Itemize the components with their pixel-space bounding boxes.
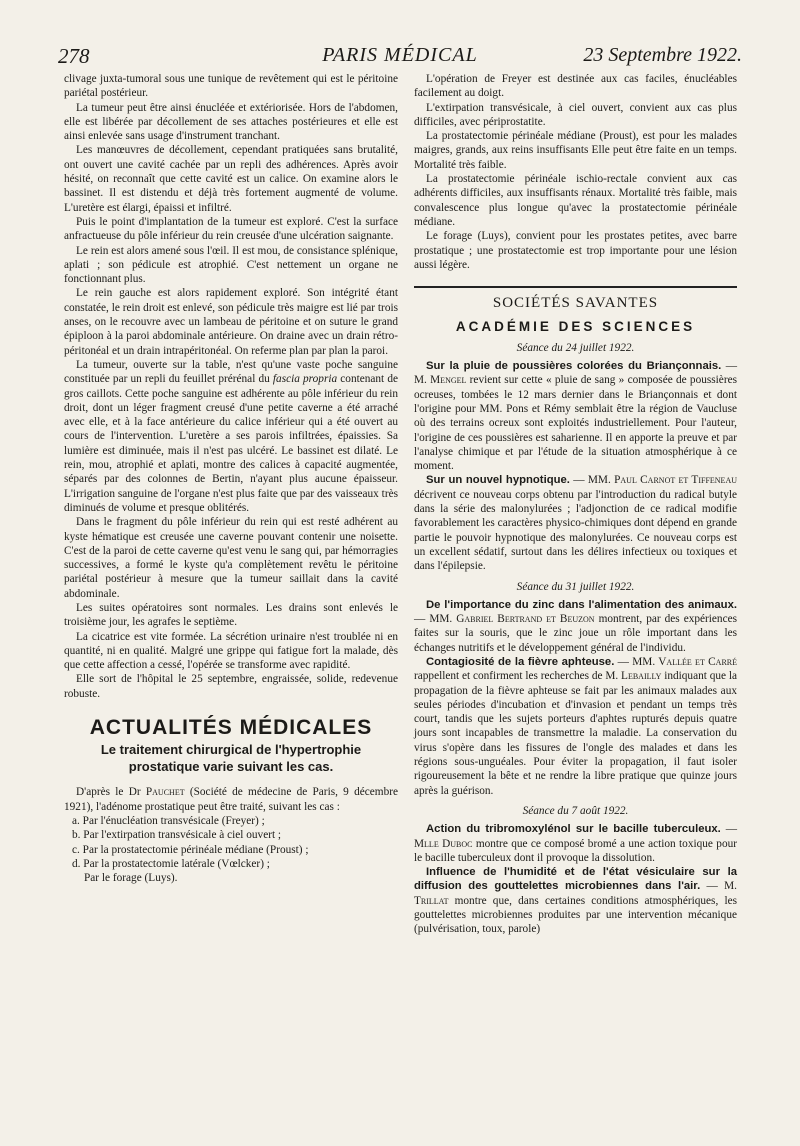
subsection-title-academie: ACADÉMIE DES SCIENCES xyxy=(455,319,696,335)
entry-title: Sur un nouvel hypnotique. xyxy=(426,474,570,487)
entry-title: Action du tribromoxylénol sur le bacille tuberculeux. xyxy=(426,823,721,836)
text: rappellent et confirment les recherches de xyxy=(414,670,606,683)
paragraph: Puis le point d'implantation de la tumeur est exploré. C'est la surface anfractueuse du pôle inférieur du rein creusée d'une ulcération saignante. xyxy=(64,215,398,243)
author-name: Pauchet xyxy=(145,786,185,799)
paragraph: Les manœuvres de décollement, cependant pratiquées sans brutalité, ont ouvert une cavité cachée par un repli des adhérences. Après avoir hésité, on reconnaît que cette cavité est un calice. On examine alors le bassinet. Il est distendu et déjà très fortement augmenté de volume. L'uretère est élargi, épaissi et infiltré. xyxy=(64,144,398,214)
section-title-actualites: ACTUALITÉS MÉDICALES xyxy=(89,716,373,740)
text: montre que, dans certaines conditions atmosphériques, les gouttelettes microbiennes produites par une intervention mécanique (pulvérisation, toux, parole) xyxy=(414,894,737,936)
author-name: M. Lebailly xyxy=(605,670,662,683)
paragraph: Influence de l'humidité et de l'état vésiculaire sur la diffusion des gouttelettes microbiennes dans l'air. — M. Trillat montre que, dans certaines conditions atmosphériques, les gouttelettes microbiennes produites par une intervention mécanique (pulvérisation, toux, parole) xyxy=(414,866,737,936)
paragraph: Le forage (Luys), convient pour les prostates petites, avec barre prostatique ; une prostatectomie est trop importante pour une lésion aussi légère. xyxy=(414,230,737,271)
author-name: MM. Vallée et Carré xyxy=(632,655,738,668)
entry-title: De l'importance du zinc dans l'alimentation des animaux. xyxy=(426,598,737,611)
page-header xyxy=(58,44,742,68)
section-title-societes: SOCIÉTÉS SAVANTES xyxy=(492,295,659,312)
list-item: d. Par la prostatectomie latérale (Vœlcker) ; xyxy=(72,857,270,870)
paragraph: Le rein est alors amené sous l'œil. Il est mou, de consistance splénique, aplati ; son pédicule est atrophié. C'est nettement un organe ne fonctionnant plus. xyxy=(64,244,398,286)
session-date: Séance du 31 juillet 1922. xyxy=(516,580,635,593)
author-name: M. Trillat xyxy=(414,880,737,907)
paragraph: La prostatectomie périnéale médiane (Proust), est pour les malades maigres, grands, aux reins insuffisants Elle peut être faite en un temps. Mortalité très faible. xyxy=(414,130,737,171)
page-number: 278 xyxy=(58,44,90,68)
entry-title: Contagiosité de la fièvre aphteuse. xyxy=(426,655,615,668)
paragraph: La cicatrice est vite formée. La sécrétion urinaire n'est troublée ni en quantité, ni en qualité. Malgré une grippe qui fatigue fort la malade, dès que cette affection a cessé, l'opérée se transforme avec rapidité. xyxy=(64,630,398,672)
author-name: MM. Paul Carnot et Tiffeneau xyxy=(587,474,737,487)
author-name: Mlle Duboc xyxy=(414,837,473,850)
entry-title: Sur la pluie de poussières colorées du Briançonnais. xyxy=(426,360,722,373)
paragraph: L'opération de Freyer est destinée aux cas faciles, énucléables facilement au doigt. xyxy=(414,73,737,100)
session-date: Séance du 24 juillet 1922. xyxy=(516,341,635,354)
paragraph: La prostatectomie périnéale ischio-rectale convient aux cas adhérents difficiles, aux insuffisants rénaux. Mortalité très faible, mais convalescence plus longue qu'avec la prostatectomie périnéale médiane. xyxy=(414,173,737,228)
paragraph: clivage juxta-tumoral sous une tunique de revêtement qui est le péritoine pariétal postérieur. xyxy=(64,73,398,100)
section-divider xyxy=(414,286,737,288)
paragraph: Elle sort de l'hôpital le 25 septembre, engraissée, solide, redevenue robuste. xyxy=(64,673,398,700)
text: La tumeur, ouverte sur la table, n'est qu'une vaste poche sanguine constituée par un repli du feuillet prérénal du xyxy=(64,358,398,386)
entry-title: Influence de l'humidité et de l'état vésiculaire sur la diffusion des gouttelettes microbiennes dans l'air. xyxy=(414,866,737,893)
text: décrivent ce nouveau corps obtenu par l'introduction du radical butyle dans la série des malonylurées ; l'adjonction de ce radical modifie favorablement les caractères physico-chimiques dont dépend en grande partie le pouvoir hypnotique des malonylurées. Ce nouveau corps est un excellent sédatif, surtout dans les délires infectieux ou toxiques et dans l'épilepsie. xyxy=(414,488,737,573)
list-item: a. Par l'énucléation transvésicale (Freyer) ; xyxy=(72,814,265,827)
text: D'après le Dr xyxy=(76,786,146,799)
list-item: Par le forage (Luys). xyxy=(84,872,178,885)
right-column xyxy=(414,72,737,937)
paragraph: De l'importance du zinc dans l'alimentation des animaux. — MM. Gabriel Bertrand et Beuzon montrent, par des expériences faites sur la souris, que le zinc joue un rôle important dans les échanges nutritifs et le développement général de l'individu. xyxy=(414,598,738,654)
list-item: c. Par la prostatectomie périnéale médiane (Proust) ; xyxy=(72,843,309,856)
treatment-list xyxy=(64,814,398,885)
paragraph: La tumeur peut être ainsi énucléée et extériorisée. Hors de l'abdomen, elle est libérée par décollement de ses attaches postérieures et elle est ainsi enlevée sans usage d'instrument tranchant. xyxy=(64,101,398,143)
text: contenant de gros caillots. Cette poche sanguine est adhérente au pôle inférieur du rein droit, dont un léger fragment creusé d'une petite caverne a été arraché avec elle, et à la face antérieure du calice inférieur qui a été ouvert au cours de l'intervention. L'uretère a ses parois infiltrées, épaissies. Sa lumière est diminuée, mais il n'est pas ulcéré. Le bassinet est dilaté. Le rein, mou, atrophié et aplati, montre des calices à capacité augmentée, séparés par des colonnes de Bertin, n'ayant plus aucune épaisseur. L'irrigation sanguine de l'organe n'est plus faite que par des vaisseaux très diminués de volume et presque oblitérés. xyxy=(64,373,398,514)
paragraph: Sur la pluie de poussières colorées du Briançonnais. — M. Mengel revient sur cette « pluie de sang » composée de poussières ocreuses, tombées le 12 mars dernier dans le Briançonnais et dont l'origine pour MM. Pons et Rémy semblait être la région de Vaucluse où des terrains ocreux sont exploités industriellement. Pour l'auteur, l'origine de ces poussières est saharienne. Il en apporte la preuve et par l'analyse chimique et par l'étude de la situation atmosphérique à ce moment. xyxy=(414,360,737,473)
paragraph xyxy=(64,358,398,515)
text: montrent, par des expériences faites sur la souris, que le zinc joue un rôle important dans les échanges nutritifs et le développement général de l'individu. xyxy=(414,613,738,654)
paragraph: Contagiosité de la fièvre aphteuse. — MM. Vallée et Carré rappellent et confirment les recherches de M. Lebailly indiquant que la propagation de la fièvre aphteuse se fait par les animaux malades aux seules périodes d'incubation et d'invasion et pendant un temps très court, tandis que les sujets porteurs d'aphtes rupturés depuis quatre jours sont incapables de transmettre la maladie. La conservation du virus s'opère dans les fissures de l'ongle des malades et dans les régions sous-unguéales. Pour éviter la propagation, il faut isoler rigoureusement la bête et ne rendre la libre pratique que quinze jours après la guérison. xyxy=(414,655,738,797)
paragraph xyxy=(64,785,398,814)
paragraph: Sur un nouvel hypnotique. — MM. Paul Carnot et Tiffeneau décrivent ce nouveau corps obtenu par l'introduction du radical butyle dans la série des malonylurées ; l'adjonction de ce radical modifie favorablement les caractères physico-chimiques dont dépend en grande partie le pouvoir hypnotique des malonylurées. Ce nouveau corps est un excellent sédatif, surtout dans les délires infectieux ou toxiques et dans l'épilepsie. xyxy=(414,474,737,573)
paragraph: Le rein gauche est alors rapidement exploré. Son intégrité étant constatée, le rein droit est enlevé, son pédicule très maigre est lié par trois anses, on le recouvre avec un lambeau de péritoine et on suture le grand épiploon à la paroi abdominale antérieure. On draine avec un drain rétro-péritonéal et un drain intrapéritonéal. On referme plan par plan la paroi. xyxy=(64,287,398,357)
text: montre que ce composé bromé a une action toxique pour le bacille tuberculeux dont il provoque la dissolution. xyxy=(414,837,737,864)
text: indiquant que la propagation de la fièvre aphteuse se fait par les animaux malades aux seules périodes d'incubation et d'invasion et pendant un temps très court, tandis que les sujets porteurs d'aphtes rupturés depuis quatre jours sont incapables de transmettre la maladie. La conservation du virus s'opère dans les fissures de l'ongle des malades et dans les régions sous-unguéales. Pour éviter la propagation, il faut isoler rigoureusement la bête et ne rendre la libre pratique que quinze jours après la guérison. xyxy=(414,670,737,797)
article-title: Le traitement chirurgical de l'hypertrophie prostatique varie suivant les cas. xyxy=(100,742,362,775)
paragraph: L'extirpation transvésicale, à ciel ouvert, convient aux cas plus difficiles, avec périprostatite. xyxy=(414,101,737,128)
left-column xyxy=(64,72,398,885)
text: revient sur cette « pluie de sang » composée de poussières ocreuses, tombées le 12 mars dernier dans le Briançonnais et dont l'origine pour MM. Pons et Rémy semblait être la région de Vaucluse où des terrains ocreux sont exploités industriellement. Pour l'auteur, l'origine de ces poussières est saharienne. Il en apporte la preuve et par l'analyse chimique et par l'étude de la situation atmosphérique à ce moment. xyxy=(414,374,737,473)
journal-title: PARIS MÉDICAL xyxy=(322,44,478,66)
author-name: M. Mengel xyxy=(414,374,467,387)
author-name: MM. Gabriel Bertrand et Beuzon xyxy=(429,613,595,626)
list-item: b. Par l'extirpation transvésicale à ciel ouvert ; xyxy=(72,829,282,842)
paragraph: Les suites opératoires sont normales. Les drains sont enlevés le troisième jour, les agrafes le septième. xyxy=(64,601,398,629)
issue-date: 23 Septembre 1922. xyxy=(583,44,742,66)
italic-term: fascia propria xyxy=(272,373,338,386)
text: (Société de médecine de Paris, 9 décembre 1921), l'adénome prostatique peut être traité, suivant les cas : xyxy=(64,786,398,813)
paragraph: Dans le fragment du pôle inférieur du rein qui est resté adhérent au kyste hématique est creusée une caverne pouvant contenir une noisette. C'est de la paroi de cette caverne qu'est venu le sang qui, par hémorragies successives, a formé le kyste qu'a complètement revêtu le péritoine pariétal postérieur à mesure que la tumeur saillait dans la cavité abdominale. xyxy=(64,516,398,600)
paragraph: Action du tribromoxylénol sur le bacille tuberculeux. — Mlle Duboc montre que ce composé bromé a une action toxique pour le bacille tuberculeux dont il provoque la dissolution. xyxy=(414,823,737,864)
session-date: Séance du 7 août 1922. xyxy=(522,804,629,817)
